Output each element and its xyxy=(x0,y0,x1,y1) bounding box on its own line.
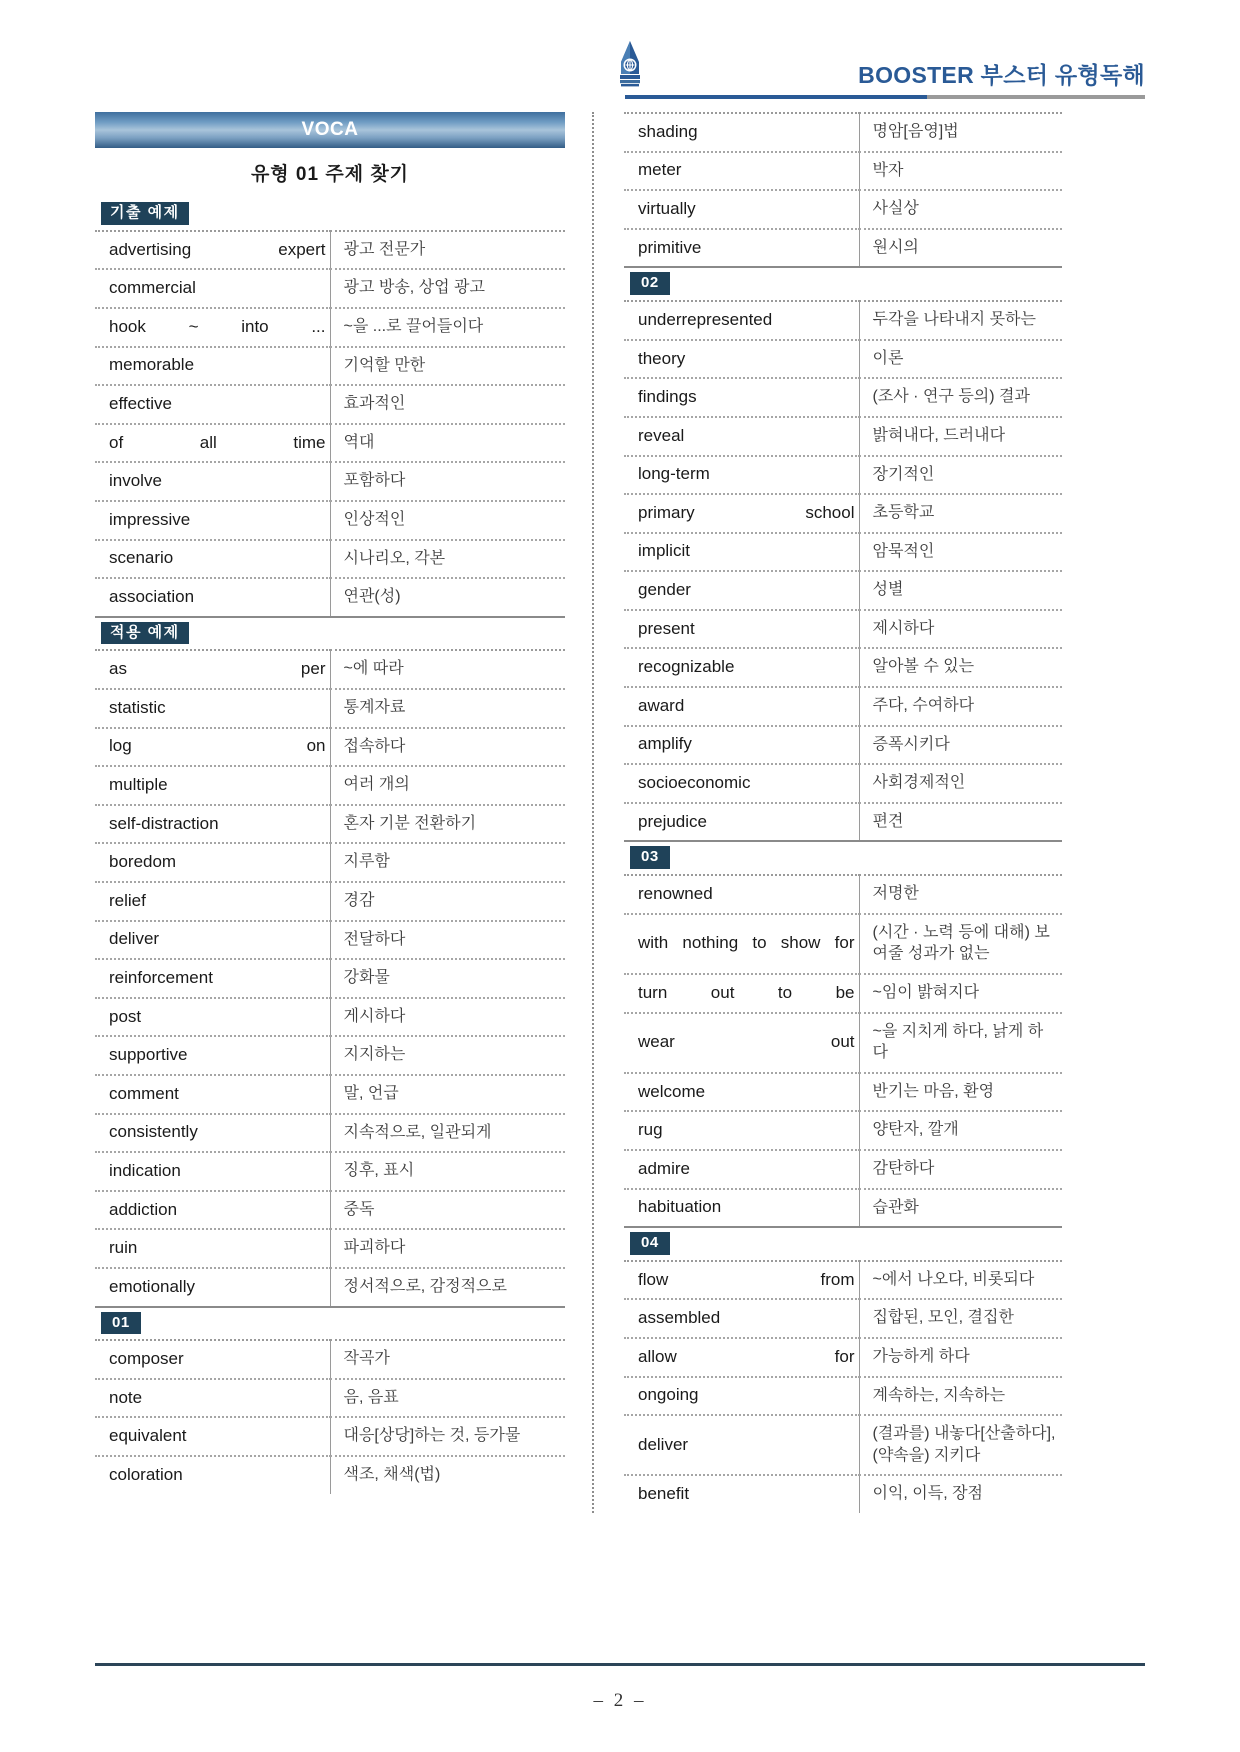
vocab-meaning: 박자 xyxy=(872,161,904,179)
vocab-table xyxy=(95,230,565,616)
vocab-meaning: 지지하는 xyxy=(343,1046,406,1064)
vocab-term: memorable xyxy=(95,347,330,386)
vocab-term: assembled xyxy=(624,1299,859,1338)
vocab-meaning: 사회경제적인 xyxy=(872,774,966,792)
vocab-term: log on xyxy=(95,728,330,767)
vocab-term: hook ~ into ... xyxy=(95,308,330,347)
vocab-row xyxy=(95,501,565,540)
vocab-term: impressive xyxy=(95,501,330,540)
vocab-meaning: 게시하다 xyxy=(343,1007,406,1025)
page-header xyxy=(625,40,1145,102)
vocab-row xyxy=(95,843,565,882)
section-badge: 02 xyxy=(630,272,670,295)
vocab-term: habituation xyxy=(624,1189,859,1227)
vocab-table xyxy=(624,1260,1062,1513)
page-number: – 2 – xyxy=(593,1690,647,1711)
vocab-meaning: 반기는 마음, 환영 xyxy=(872,1082,995,1100)
vocab-term: shading xyxy=(624,113,859,152)
vocab-term: allow for xyxy=(624,1338,859,1377)
vocab-term: reinforcement xyxy=(95,959,330,998)
vocab-term: relief xyxy=(95,882,330,921)
vocab-meaning: (결과를) 내놓다[산출하다], (약속을) 지키다 xyxy=(872,1425,1056,1464)
vocab-meaning: 인상적인 xyxy=(343,510,406,528)
vocab-row xyxy=(95,1075,565,1114)
vocab-meaning: 파괴하다 xyxy=(343,1239,406,1257)
vocab-row xyxy=(624,1377,1062,1416)
vocab-meaning: 전달하다 xyxy=(343,930,406,948)
vocab-row xyxy=(95,1114,565,1153)
vocab-meaning: 정서적으로, 감정적으로 xyxy=(343,1277,507,1295)
vocab-row xyxy=(624,1338,1062,1377)
vocab-row xyxy=(624,571,1062,610)
vocab-term: involve xyxy=(95,462,330,501)
vocab-term: wear out xyxy=(624,1013,859,1073)
vocab-term: renowned xyxy=(624,875,859,914)
vocab-table xyxy=(624,300,1062,840)
vocab-term: turn out to be xyxy=(624,974,859,1013)
left-column xyxy=(95,112,565,1513)
vocab-row xyxy=(624,1150,1062,1189)
vocab-meaning: 원시의 xyxy=(872,238,919,256)
section-badge: 기출 예제 xyxy=(101,202,189,225)
vocab-term: admire xyxy=(624,1150,859,1189)
vocab-meaning: 집합된, 모인, 결집한 xyxy=(872,1309,1014,1327)
vocab-row xyxy=(95,1152,565,1191)
vocab-row xyxy=(95,385,565,424)
vocab-term: theory xyxy=(624,340,859,379)
vocab-term: implicit xyxy=(624,533,859,572)
vocab-row xyxy=(95,1379,565,1418)
vocab-meaning: 기억할 만한 xyxy=(343,356,426,374)
vocab-row xyxy=(95,921,565,960)
vocab-term: prejudice xyxy=(624,803,859,841)
vocab-meaning: 사실상 xyxy=(872,200,919,218)
vocab-term: meter xyxy=(624,152,859,191)
footer-rule xyxy=(95,1663,1145,1666)
vocab-term: award xyxy=(624,687,859,726)
vocab-term: ongoing xyxy=(624,1377,859,1416)
vocab-term: gender xyxy=(624,571,859,610)
vocab-meaning: 시나리오, 각본 xyxy=(343,549,446,567)
vocab-term: amplify xyxy=(624,726,859,765)
vocab-row xyxy=(624,726,1062,765)
vocab-term: post xyxy=(95,998,330,1037)
vocab-term: effective xyxy=(95,385,330,424)
vocab-term: rug xyxy=(624,1111,859,1150)
vocab-row xyxy=(624,113,1062,152)
vocab-row xyxy=(624,875,1062,914)
vocab-row xyxy=(624,648,1062,687)
vocab-meaning: 혼자 기분 전환하기 xyxy=(343,814,477,832)
vocab-row xyxy=(624,190,1062,229)
vocab-row xyxy=(624,229,1062,267)
vocab-meaning: 감탄하다 xyxy=(872,1159,935,1177)
vocab-meaning: 알아볼 수 있는 xyxy=(872,658,975,676)
vocab-row xyxy=(95,231,565,270)
vocab-term: findings xyxy=(624,378,859,417)
vocab-term: long-term xyxy=(624,456,859,495)
section-badge: 03 xyxy=(630,846,670,869)
header-rule xyxy=(625,95,1145,99)
vocab-meaning: 명암[음영]법 xyxy=(872,123,959,140)
vocab-row xyxy=(95,1191,565,1230)
vocab-row xyxy=(95,1229,565,1268)
vocab-row xyxy=(624,687,1062,726)
vocab-meaning: 중독 xyxy=(343,1200,375,1218)
vocab-meaning: 제시하다 xyxy=(872,619,935,637)
vocab-row xyxy=(95,424,565,463)
vocab-term: as per xyxy=(95,650,330,689)
vocab-meaning: 광고 전문가 xyxy=(343,240,426,258)
voca-banner: VOCA xyxy=(95,112,565,148)
vocab-table xyxy=(95,1339,565,1493)
vocab-term: underrepresented xyxy=(624,301,859,340)
vocab-meaning: 계속하는, 지속하는 xyxy=(872,1386,1006,1404)
content-columns xyxy=(0,112,1240,1513)
vocab-term: consistently xyxy=(95,1114,330,1153)
vocab-meaning: ~을 지치게 하다, 낡게 하다 xyxy=(872,1022,1044,1062)
vocab-row xyxy=(624,914,1062,974)
vocab-row xyxy=(624,1415,1062,1475)
vocab-row xyxy=(95,308,565,347)
vocab-row xyxy=(624,1111,1062,1150)
vocab-meaning: 말, 언급 xyxy=(343,1084,399,1102)
vocab-term: statistic xyxy=(95,689,330,728)
vocab-row xyxy=(95,959,565,998)
pen-nib-icon xyxy=(611,40,649,92)
vocab-meaning: (조사 · 연구 등의) 결과 xyxy=(872,388,1030,406)
section-badge-row xyxy=(624,268,1062,300)
vocab-table xyxy=(624,874,1062,1226)
vocab-row xyxy=(95,998,565,1037)
vocab-meaning: 음, 음표 xyxy=(343,1388,399,1406)
section-badge-row xyxy=(624,1228,1062,1260)
vocab-row xyxy=(624,1299,1062,1338)
vocab-term: virtually xyxy=(624,190,859,229)
vocab-meaning: 징후, 표시 xyxy=(343,1162,415,1180)
vocab-row xyxy=(95,1456,565,1494)
vocab-term: self-distraction xyxy=(95,805,330,844)
vocab-row xyxy=(95,882,565,921)
vocab-row xyxy=(624,417,1062,456)
vocab-meaning: 증폭시키다 xyxy=(872,735,950,753)
vocab-row xyxy=(624,1073,1062,1112)
vocab-term: composer xyxy=(95,1340,330,1379)
vocab-term: commercial xyxy=(95,269,330,308)
section-badge-row xyxy=(95,198,565,230)
vocab-meaning: ~을 ...로 끌어들이다 xyxy=(343,317,484,335)
vocab-term: advertising expert xyxy=(95,231,330,270)
vocab-meaning: ~에 따라 xyxy=(343,660,404,678)
vocab-term: addiction xyxy=(95,1191,330,1230)
vocab-term: comment xyxy=(95,1075,330,1114)
vocab-term: of all time xyxy=(95,424,330,463)
vocab-meaning: 저명한 xyxy=(872,885,919,903)
vocab-row xyxy=(95,728,565,767)
vocab-meaning: 두각을 나타내지 못하는 xyxy=(872,311,1036,329)
vocab-row xyxy=(624,974,1062,1013)
vocab-row xyxy=(95,578,565,616)
vocab-meaning: (시간 · 노력 등에 대해) 보여줄 성과가 없는 xyxy=(872,923,1050,963)
vocab-row xyxy=(95,347,565,386)
vocab-row xyxy=(624,1261,1062,1300)
vocab-meaning: 주다, 수여하다 xyxy=(872,697,975,715)
vocab-meaning: 색조, 채색(법) xyxy=(343,1466,441,1484)
vocab-row xyxy=(624,1189,1062,1227)
vocab-term: deliver xyxy=(95,921,330,960)
vocab-meaning: 연관(성) xyxy=(343,588,401,606)
vocab-meaning: 강화물 xyxy=(343,969,390,987)
vocab-meaning: 여러 개의 xyxy=(343,776,410,794)
vocab-meaning: 포함하다 xyxy=(343,472,406,490)
vocab-term: socioeconomic xyxy=(624,764,859,803)
section-badge: 04 xyxy=(630,1232,670,1255)
vocab-row xyxy=(95,1340,565,1379)
section-badge-row xyxy=(95,618,565,650)
vocab-row xyxy=(624,456,1062,495)
vocab-meaning: 작곡가 xyxy=(343,1350,390,1368)
vocab-term: primitive xyxy=(624,229,859,267)
vocab-row xyxy=(624,764,1062,803)
vocab-meaning: 지루함 xyxy=(343,853,390,871)
vocab-row xyxy=(624,340,1062,379)
vocab-row xyxy=(624,610,1062,649)
vocab-row xyxy=(95,766,565,805)
vocab-term: primary school xyxy=(624,494,859,533)
vocab-row xyxy=(624,1475,1062,1513)
vocab-row xyxy=(95,1036,565,1075)
header-title: BOOSTER 부스터 유형독해 xyxy=(858,62,1145,88)
voca-subtitle: 유형 01 주제 찾기 xyxy=(250,164,410,185)
vocab-meaning: 통계자료 xyxy=(343,699,406,717)
vocab-row xyxy=(95,1268,565,1306)
vocab-term: benefit xyxy=(624,1475,859,1513)
section-badge: 적용 예제 xyxy=(101,622,189,645)
vocab-meaning: 양탄자, 깔개 xyxy=(872,1121,959,1139)
vocab-term: recognizable xyxy=(624,648,859,687)
vocab-meaning: 광고 방송, 상업 광고 xyxy=(343,279,485,297)
vocab-term: emotionally xyxy=(95,1268,330,1306)
section-badge-row xyxy=(95,1308,565,1340)
right-column xyxy=(592,112,1062,1513)
vocab-row xyxy=(624,152,1062,191)
vocab-term: coloration xyxy=(95,1456,330,1494)
vocab-row xyxy=(95,650,565,689)
vocab-meaning: 암묵적인 xyxy=(872,542,935,560)
vocab-term: present xyxy=(624,610,859,649)
vocab-meaning: 지속적으로, 일관되게 xyxy=(343,1123,492,1141)
vocab-term: association xyxy=(95,578,330,616)
vocab-term: note xyxy=(95,1379,330,1418)
vocab-row xyxy=(95,462,565,501)
section-badge: 01 xyxy=(101,1312,141,1335)
vocab-term: flow from xyxy=(624,1261,859,1300)
vocab-meaning: 장기적인 xyxy=(872,465,935,483)
vocab-meaning: 가능하게 하다 xyxy=(872,1348,970,1366)
vocab-meaning: 습관화 xyxy=(872,1198,919,1216)
vocab-meaning: 편견 xyxy=(872,812,904,830)
vocab-meaning: 이익, 이득, 장점 xyxy=(872,1485,984,1503)
vocab-row xyxy=(624,378,1062,417)
vocab-term: multiple xyxy=(95,766,330,805)
vocab-row xyxy=(624,494,1062,533)
vocab-meaning: 대응[상당]하는 것, 등가물 xyxy=(343,1427,521,1445)
vocab-meaning: 초등학교 xyxy=(872,504,935,522)
vocab-term: ruin xyxy=(95,1229,330,1268)
vocab-term: scenario xyxy=(95,540,330,579)
vocab-term: with nothing to show for xyxy=(624,914,859,974)
vocab-row xyxy=(95,1417,565,1456)
vocab-meaning: 성별 xyxy=(872,581,904,599)
vocab-meaning: 경감 xyxy=(343,892,375,909)
vocab-row xyxy=(624,1013,1062,1073)
vocab-term: indication xyxy=(95,1152,330,1191)
vocab-meaning: ~에서 나오다, 비롯되다 xyxy=(872,1270,1035,1288)
vocab-row xyxy=(95,540,565,579)
vocab-table xyxy=(624,112,1062,266)
vocab-meaning: 접속하다 xyxy=(343,737,406,755)
vocab-row xyxy=(95,805,565,844)
section-badge-row xyxy=(624,842,1062,874)
vocab-term: welcome xyxy=(624,1073,859,1112)
vocab-term: reveal xyxy=(624,417,859,456)
vocab-table xyxy=(95,649,565,1305)
vocab-term: equivalent xyxy=(95,1417,330,1456)
vocab-meaning: 밝혀내다, 드러내다 xyxy=(872,426,1006,444)
vocab-meaning: 이론 xyxy=(872,349,904,367)
vocab-row xyxy=(95,689,565,728)
vocab-meaning: ~임이 밝혀지다 xyxy=(872,983,980,1001)
vocab-term: deliver xyxy=(624,1415,859,1475)
vocab-row xyxy=(624,803,1062,841)
vocab-meaning: 역대 xyxy=(343,433,375,451)
vocab-row xyxy=(95,269,565,308)
vocab-row xyxy=(624,533,1062,572)
vocab-term: supportive xyxy=(95,1036,330,1075)
vocab-row xyxy=(624,301,1062,340)
vocab-meaning: 효과적인 xyxy=(343,395,406,413)
vocab-term: boredom xyxy=(95,843,330,882)
